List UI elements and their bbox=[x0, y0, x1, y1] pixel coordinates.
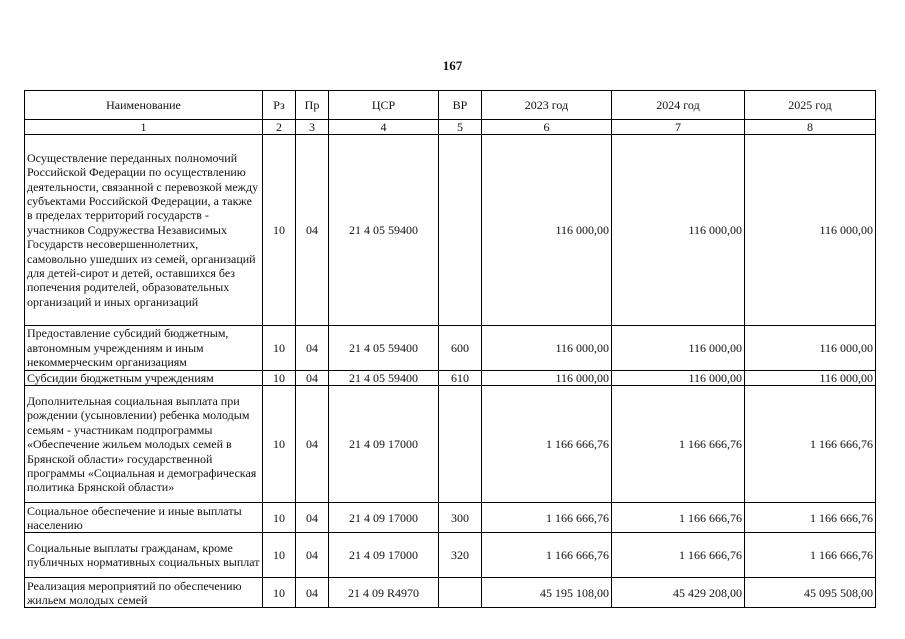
row-vr: 610 bbox=[439, 371, 482, 386]
column-number-row bbox=[25, 120, 876, 135]
row-vr: 320 bbox=[439, 533, 482, 578]
row-rz: 10 bbox=[263, 371, 296, 386]
col-header-csr: ЦСР bbox=[329, 91, 439, 120]
col-header-2025: 2025 год bbox=[745, 91, 876, 120]
col-header-pr: Пр bbox=[296, 91, 329, 120]
row-csr: 21 4 05 59400 bbox=[329, 326, 439, 371]
row-2024: 1 166 666,76 bbox=[612, 386, 745, 503]
col-header-vr: ВР bbox=[439, 91, 482, 120]
row-pr: 04 bbox=[296, 533, 329, 578]
row-csr: 21 4 09 17000 bbox=[329, 503, 439, 533]
table-row bbox=[25, 503, 876, 533]
row-name: Социальные выплаты гражданам, кроме публичных нормативных социальных выплат bbox=[25, 533, 263, 578]
row-vr bbox=[439, 578, 482, 608]
row-name: Субсидии бюджетным учреждениям bbox=[25, 371, 263, 386]
row-csr: 21 4 09 17000 bbox=[329, 386, 439, 503]
col-header-2023: 2023 год bbox=[482, 91, 612, 120]
row-rz: 10 bbox=[263, 503, 296, 533]
table-row bbox=[25, 371, 876, 386]
row-2023: 1 166 666,76 bbox=[482, 503, 612, 533]
row-2025: 1 166 666,76 bbox=[745, 533, 876, 578]
row-pr: 04 bbox=[296, 578, 329, 608]
row-2024: 1 166 666,76 bbox=[612, 533, 745, 578]
row-2023: 1 166 666,76 bbox=[482, 386, 612, 503]
row-2024: 116 000,00 bbox=[612, 135, 745, 326]
col-header-rz: Рз bbox=[263, 91, 296, 120]
row-2023: 116 000,00 bbox=[482, 326, 612, 371]
row-2025: 45 095 508,00 bbox=[745, 578, 876, 608]
row-name: Осуществление переданных полномочий Российской Федерации по осуществлению деятельности, связанной с перевозкой между субъектами Российской Федерации, а также в пределах территорий государств - участников Содружества Независимых Государств несовершеннолетних, самовольно ушедших из семей, организаций для детей-сирот и детей, оставшихся без попечения родителей, образовательных организаций и иных организаций bbox=[25, 135, 263, 326]
column-number: 2 bbox=[263, 120, 296, 135]
row-name: Предоставление субсидий бюджетным, автономным учреждениям и иным некоммерческим организациям bbox=[25, 326, 263, 371]
column-number: 5 bbox=[439, 120, 482, 135]
row-2024: 116 000,00 bbox=[612, 371, 745, 386]
table-row bbox=[25, 135, 876, 326]
column-number: 4 bbox=[329, 120, 439, 135]
row-2025: 1 166 666,76 bbox=[745, 503, 876, 533]
row-2024: 1 166 666,76 bbox=[612, 503, 745, 533]
col-header-2024: 2024 год bbox=[612, 91, 745, 120]
row-2025: 1 166 666,76 bbox=[745, 386, 876, 503]
row-rz: 10 bbox=[263, 326, 296, 371]
row-2023: 1 166 666,76 bbox=[482, 533, 612, 578]
row-csr: 21 4 05 59400 bbox=[329, 135, 439, 326]
column-number: 1 bbox=[25, 120, 263, 135]
row-name: Дополнительная социальная выплата при рождении (усыновлении) ребенка молодым семьям - участникам подпрограммы «Обеспечение жильем молодых семей в Брянской области» государственной программы «Социальная и демографическая политика Брянской области» bbox=[25, 386, 263, 503]
row-pr: 04 bbox=[296, 371, 329, 386]
row-pr: 04 bbox=[296, 386, 329, 503]
row-2023: 45 195 108,00 bbox=[482, 578, 612, 608]
row-rz: 10 bbox=[263, 135, 296, 326]
table-row bbox=[25, 326, 876, 371]
table-header-row bbox=[25, 91, 876, 120]
row-2024: 116 000,00 bbox=[612, 326, 745, 371]
row-2025: 116 000,00 bbox=[745, 135, 876, 326]
row-2025: 116 000,00 bbox=[745, 371, 876, 386]
row-vr: 600 bbox=[439, 326, 482, 371]
row-csr: 21 4 09 17000 bbox=[329, 533, 439, 578]
column-number: 7 bbox=[612, 120, 745, 135]
table-row bbox=[25, 578, 876, 608]
row-vr: 300 bbox=[439, 503, 482, 533]
row-pr: 04 bbox=[296, 503, 329, 533]
row-name: Социальное обеспечение и иные выплаты населению bbox=[25, 503, 263, 533]
column-number: 6 bbox=[482, 120, 612, 135]
row-csr: 21 4 09 R4970 bbox=[329, 578, 439, 608]
row-rz: 10 bbox=[263, 386, 296, 503]
column-number: 3 bbox=[296, 120, 329, 135]
row-rz: 10 bbox=[263, 533, 296, 578]
row-2024: 45 429 208,00 bbox=[612, 578, 745, 608]
row-vr bbox=[439, 386, 482, 503]
row-rz: 10 bbox=[263, 578, 296, 608]
row-2025: 116 000,00 bbox=[745, 326, 876, 371]
row-pr: 04 bbox=[296, 326, 329, 371]
row-pr: 04 bbox=[296, 135, 329, 326]
row-name: Реализация мероприятий по обеспечению жильем молодых семей bbox=[25, 578, 263, 608]
budget-table bbox=[24, 90, 876, 608]
table-row bbox=[25, 386, 876, 503]
row-csr: 21 4 05 59400 bbox=[329, 371, 439, 386]
page-number: 167 bbox=[442, 58, 463, 73]
row-2023: 116 000,00 bbox=[482, 371, 612, 386]
column-number: 8 bbox=[745, 120, 876, 135]
table-row bbox=[25, 533, 876, 578]
col-header-name: Наименование bbox=[25, 91, 263, 120]
row-2023: 116 000,00 bbox=[482, 135, 612, 326]
row-vr bbox=[439, 135, 482, 326]
